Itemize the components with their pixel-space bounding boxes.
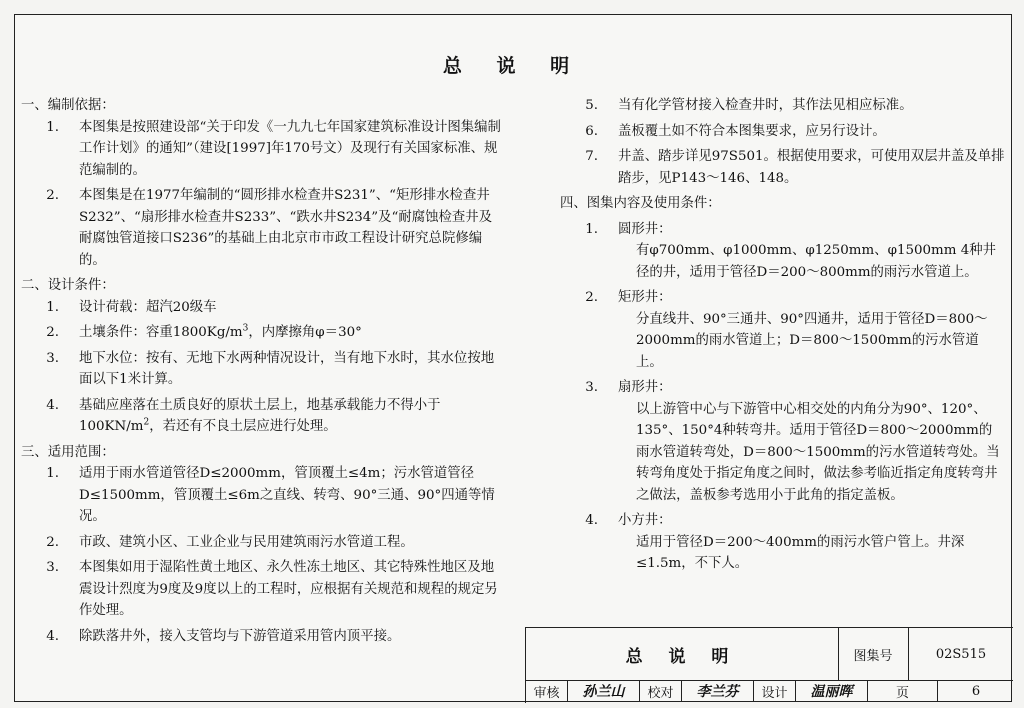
item-number: 4. bbox=[46, 628, 59, 644]
design-label: 设计 bbox=[754, 680, 796, 702]
item-text-part: 土壤条件：容重1800Kg/m bbox=[79, 325, 243, 340]
sub-text: 以上游管中心与下游管中心相交处的内角分为90°、120°、135°、150°4种转弯井。适用于管径D＝800～2000mm的雨水管道转弯处，D＝800～1500mm的污水管道转弯处。当转弯角度处于指定角度之间时，做法参考临近指定角度转弯井之做法，盖板参考选用小于此角的指定盖板。 bbox=[636, 401, 1000, 503]
check-signature: 李兰芬 bbox=[682, 680, 754, 702]
sub-label: 扇形井： bbox=[618, 380, 672, 395]
item-text: 盖板覆土如不符合本图集要求，应另行设计。 bbox=[618, 123, 886, 139]
list-item bbox=[21, 557, 501, 622]
list-item bbox=[21, 322, 501, 344]
sub-heading bbox=[560, 287, 1005, 309]
item-number: 4. bbox=[585, 513, 598, 528]
item-text: 设计荷载：超汽20级车 bbox=[79, 299, 217, 315]
item-text: 本图集是在1977年编制的“圆形排水检查井S231”、“矩形排水检查井S232”、“扇形排水检查井S233”、“跌水井S234”及“耐腐蚀检查井及耐腐蚀管道接口S236”的基础上由北京市市政工程设计研究总院修编的。 bbox=[79, 188, 493, 268]
item-number: 1. bbox=[46, 466, 59, 481]
section-2-heading: 二、设计条件： bbox=[21, 278, 115, 293]
item-text: 井盖、踏步详见97S501。根据使用要求，可使用双层井盖及单排踏步，见P143～146、148。 bbox=[618, 149, 1005, 186]
sub-heading bbox=[560, 219, 1005, 241]
item-text: 地下水位：按有、无地下水两种情况设计，当有地下水时，其水位按地面以下1米计算。 bbox=[79, 350, 495, 387]
drawing-sheet bbox=[14, 14, 1012, 702]
superscript: 2 bbox=[143, 417, 150, 428]
item-number: 3. bbox=[585, 380, 598, 395]
item-text bbox=[79, 322, 501, 344]
item-number: 1. bbox=[46, 299, 59, 315]
title-block-row bbox=[526, 628, 1013, 681]
item-text bbox=[79, 395, 501, 438]
sub-text: 适用于管径D＝200～400mm的雨污水管户管上。井深≤1.5m，不下人。 bbox=[636, 534, 965, 571]
item-number: 2. bbox=[46, 325, 59, 340]
atlas-number-label: 图集号 bbox=[838, 628, 909, 680]
item-text: 本图集是按照建设部“关于印发《一九九七年国家建筑标准设计图集编制工作计划》的通知”（建设[1997]年170号文）及现行有关国家标准、规范编制的。 bbox=[79, 119, 501, 178]
sub-heading bbox=[560, 510, 1005, 532]
item-text: 当有化学管材接入检查井时，其作法见相应标准。 bbox=[618, 98, 913, 113]
item-number: 4. bbox=[46, 397, 59, 413]
title-block-signatures bbox=[526, 680, 1013, 702]
sub-label: 小方井： bbox=[618, 513, 672, 528]
item-text: 除跌落井外，接入支管均与下游管道采用管内顶平接。 bbox=[79, 628, 401, 644]
item-number: 2. bbox=[585, 290, 598, 305]
item-text: 本图集如用于湿陷性黄土地区、永久性冻土地区、其它特殊性地区及地震设计烈度为9度及9度以上的工程时，应根据有关规范和规程的规定另作处理。 bbox=[79, 560, 498, 618]
list-item bbox=[560, 95, 1005, 117]
list-item bbox=[560, 146, 1005, 189]
list-item bbox=[21, 395, 501, 438]
item-text-part: 基础应座落在土质良好的原状土层上，地基承载能力不得小于100KN/m bbox=[79, 397, 441, 434]
list-item bbox=[21, 185, 501, 271]
sub-label: 矩形井： bbox=[618, 290, 672, 305]
review-signature: 孙兰山 bbox=[568, 680, 640, 702]
page-number: 6 bbox=[971, 683, 981, 699]
item-number: 3. bbox=[46, 560, 59, 575]
item-number: 5. bbox=[585, 98, 598, 113]
item-number: 7. bbox=[585, 149, 598, 164]
section-4-heading: 四、图集内容及使用条件： bbox=[560, 196, 721, 211]
review-label: 审核 bbox=[526, 680, 568, 702]
list-item bbox=[21, 463, 501, 528]
page-label: 页 bbox=[868, 680, 938, 702]
item-number: 3. bbox=[46, 350, 59, 366]
right-column bbox=[560, 95, 1005, 579]
list-item bbox=[21, 117, 501, 182]
sub-text: 有φ700mm、φ1000mm、φ1250mm、φ1500mm 4种井径的井，适用于管径D＝200～800mm的雨污水管道上。 bbox=[636, 243, 996, 280]
item-text-part: ，若还有不良土层应进行处理。 bbox=[149, 419, 337, 434]
sub-heading bbox=[560, 377, 1005, 399]
item-text: 适用于雨水管道管径D≤2000mm，管顶覆土≤4m；污水管道管径D≤1500mm，管顶覆土≤6m之直线、转弯、90°三通、90°四通等情况。 bbox=[79, 466, 495, 524]
title-block bbox=[525, 627, 1013, 703]
list-item bbox=[21, 626, 501, 648]
title-block-name: 总 说 明 bbox=[526, 628, 839, 680]
design-signature: 温丽晖 bbox=[796, 680, 868, 702]
list-item bbox=[560, 121, 1005, 143]
item-text-part: ，内摩擦角φ＝30° bbox=[248, 325, 362, 340]
item-number: 6. bbox=[585, 123, 598, 139]
item-number: 1. bbox=[585, 221, 598, 237]
page-title: 总 说 明 bbox=[442, 55, 584, 77]
section-1-heading: 一、编制依据： bbox=[21, 98, 115, 113]
superscript: 3 bbox=[242, 323, 249, 334]
sub-text: 分直线井、90°三通井、90°四通井，适用于管径D＝800～2000mm的雨水管道上；D＝800～1500mm的污水管道上。 bbox=[636, 311, 988, 370]
list-item bbox=[21, 297, 501, 319]
item-number: 2. bbox=[46, 188, 59, 203]
sub-label: 圆形井： bbox=[618, 221, 672, 237]
list-item bbox=[21, 348, 501, 391]
item-number: 2. bbox=[46, 534, 59, 550]
atlas-number: 02S515 bbox=[935, 646, 987, 662]
item-number: 1. bbox=[46, 119, 59, 135]
item-text: 市政、建筑小区、工业企业与民用建筑雨污水管道工程。 bbox=[79, 534, 414, 550]
list-item bbox=[21, 532, 501, 554]
section-3-heading: 三、适用范围： bbox=[21, 444, 115, 460]
left-column bbox=[21, 95, 501, 651]
check-label: 校对 bbox=[640, 680, 682, 702]
